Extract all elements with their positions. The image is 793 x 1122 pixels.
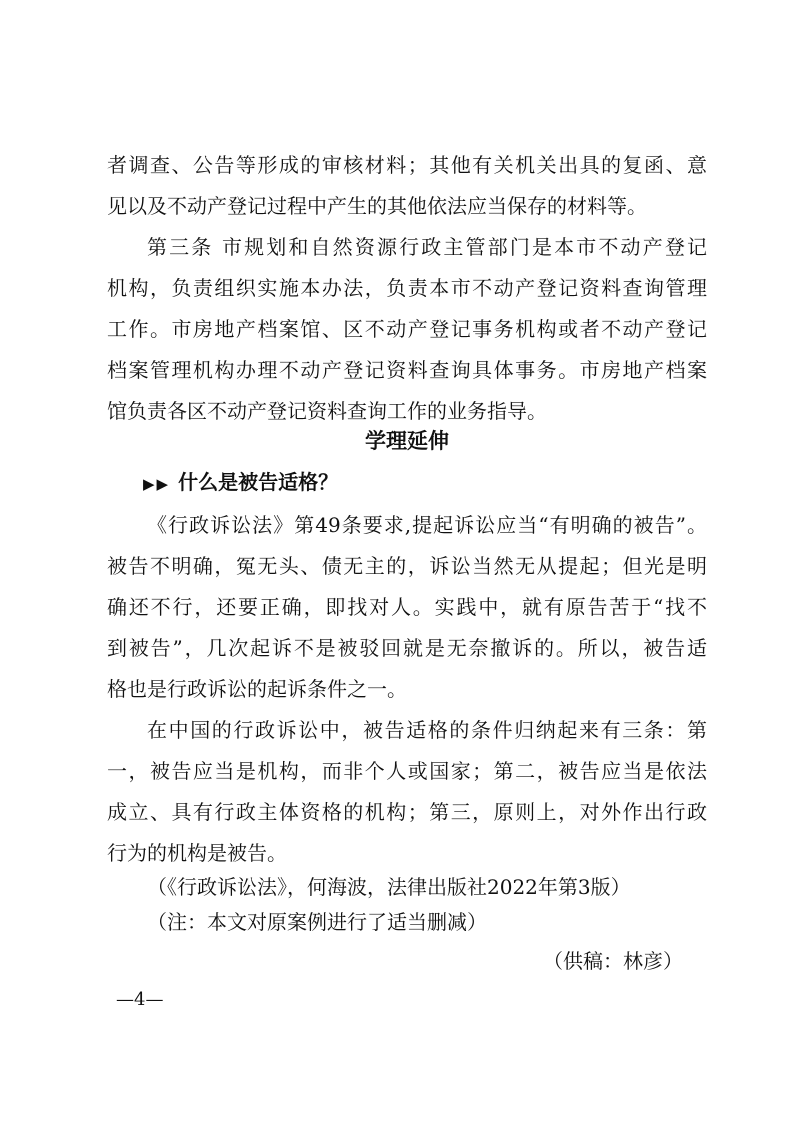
- paragraph-4-line-2: 一，被告应当是机构，而非个人或国家；第二，被告应当是依法: [107, 759, 707, 783]
- paragraph-4-line-4: 行为的机构是被告。: [107, 841, 287, 865]
- page-number: —4—: [116, 989, 164, 1010]
- paragraph-4-line-3: 成立、具有行政主体资格的机构；第三，原则上，对外作出行政: [107, 800, 707, 824]
- section-title: 学理延伸: [365, 429, 449, 453]
- subheading: [143, 465, 338, 501]
- paragraph-2-line-3: 工作。市房地产档案馆、区不动产登记事务机构或者不动产登记: [107, 317, 707, 341]
- paragraph-3-line-2: 被告不明确，冤无头、债无主的，诉讼当然无从提起；但光是明: [107, 554, 707, 578]
- paragraph-1-line-1: 者调查、公告等形成的审核材料；其他有关机关出具的复函、意: [107, 153, 707, 177]
- subheading-text: 什么是被告适格？: [178, 470, 339, 494]
- paragraph-2-line-2: 机构，负责组织实施本办法，负责本市不动产登记资料查询管理: [107, 276, 707, 300]
- paragraph-3-line-3: 确还不行，还要正确，即找对人。实践中，就有原告苦于“找不: [107, 595, 707, 619]
- paragraph-2-line-1: 第三条 市规划和自然资源行政主管部门是本市不动产登记: [147, 235, 707, 259]
- contributor: （供稿：林彦）: [543, 949, 683, 973]
- paragraph-2-line-4: 档案管理机构办理不动产登记资料查询具体事务。市房地产档案: [107, 358, 707, 382]
- editor-note: （注：本文对原案例进行了适当删减）: [147, 910, 487, 934]
- triangle-marker-icon: ▶▶: [143, 475, 171, 493]
- paragraph-4-line-1: 在中国的行政诉讼中，被告适格的条件归纳起来有三条：第: [147, 718, 707, 742]
- paragraph-1-line-2: 见以及不动产登记过程中产生的其他依法应当保存的材料等。: [107, 194, 647, 218]
- paragraph-3-line-5: 格也是行政诉讼的起诉条件之一。: [107, 677, 407, 701]
- paragraph-2-line-5: 馆负责各区不动产登记资料查询工作的业务指导。: [107, 399, 547, 423]
- paragraph-3-line-4: 到被告”，几次起诉不是被驳回就是无奈撤诉的。所以，被告适: [107, 636, 707, 660]
- paragraph-3-line-1: 《行政诉讼法》第49条要求,提起诉讼应当“有明确的被告”。: [147, 513, 707, 537]
- citation: （《行政诉讼法》，何海波，法律出版社2022年第3版）: [147, 875, 631, 899]
